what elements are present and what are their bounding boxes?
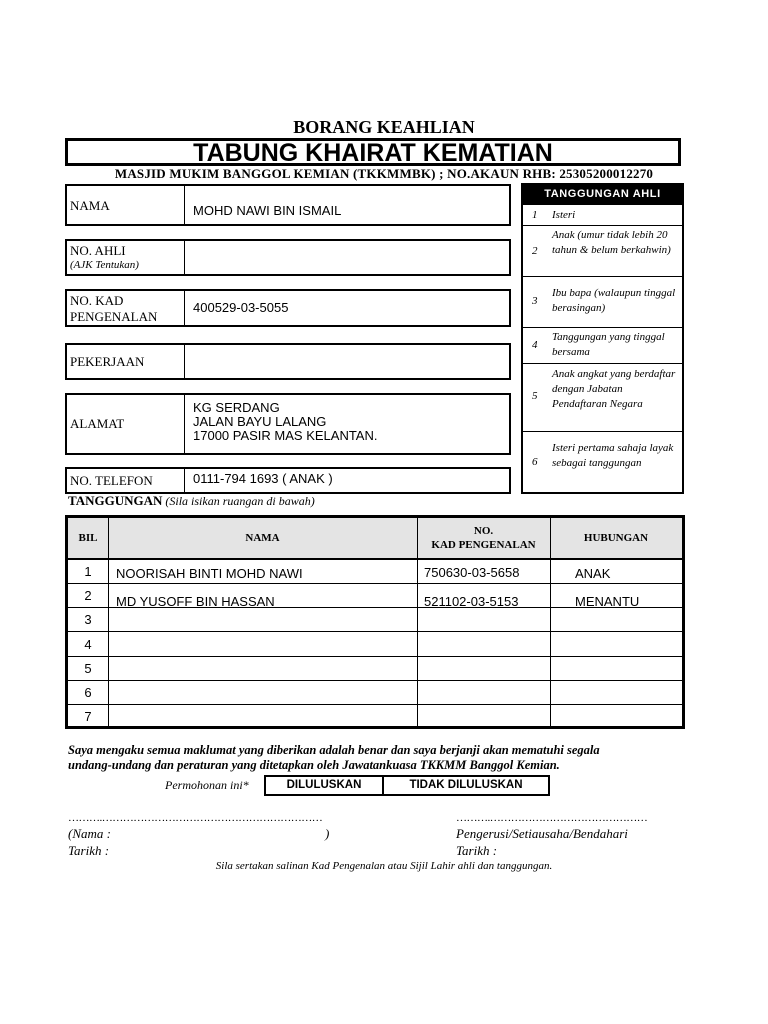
- dependent-type-3: [523, 276, 682, 327]
- official-date-label: Tarikh :: [456, 843, 498, 858]
- row-hubungan[interactable]: ANAK: [575, 566, 611, 581]
- row-divider: [68, 680, 682, 681]
- field-telefon-value[interactable]: 0111-794 1693 ( ANAK ): [193, 471, 333, 486]
- header-kad-line2: KAD PENGENALAN: [431, 539, 536, 551]
- column-divider: [108, 518, 109, 726]
- row-bil: 3: [84, 612, 92, 627]
- field-nama-value[interactable]: MOHD NAWI BIN ISMAIL: [193, 203, 342, 218]
- applicant-name-label: (Nama :: [68, 826, 111, 841]
- row-nama[interactable]: MD YUSOFF BIN HASSAN: [116, 594, 275, 609]
- dependents-table: [65, 515, 685, 729]
- form-title: TABUNG KHAIRAT KEMATIAN: [65, 138, 681, 166]
- dependents-title-text: TANGGUNGAN: [68, 493, 163, 508]
- alamat-line-3: 17000 PASIR MAS KELANTAN.: [193, 428, 378, 443]
- column-divider: [550, 518, 551, 726]
- field-pekerjaan: [65, 343, 511, 380]
- dependent-type-text: Ibu bapa (walaupun tinggal berasingan): [552, 287, 676, 314]
- dependent-type-text: Tanggungan yang tinggal bersama: [552, 331, 665, 358]
- field-no-kad-value[interactable]: 400529-03-5055: [193, 300, 289, 315]
- header-nama: NAMA: [245, 532, 280, 544]
- row-kad[interactable]: 521102-03-5153: [424, 594, 519, 609]
- row-bil: 7: [84, 709, 92, 724]
- field-no-ahli-sublabel: (AJK Tentukan): [70, 259, 139, 271]
- header-kad: [417, 524, 550, 552]
- field-alamat-value[interactable]: [193, 401, 377, 443]
- row-bil: 2: [84, 588, 92, 603]
- field-no-ahli-label: [67, 241, 185, 274]
- approved-option[interactable]: DILULUSKAN: [264, 775, 384, 796]
- row-divider: [68, 631, 682, 632]
- dependent-type-num: 2: [532, 245, 538, 257]
- row-bil: 6: [84, 685, 92, 700]
- field-no-kad: [65, 289, 511, 327]
- header-bil: BIL: [78, 532, 98, 544]
- dependent-type-6: [523, 431, 682, 492]
- declaration-text: [68, 743, 688, 773]
- applicant-name-close: ): [325, 826, 330, 841]
- row-kad[interactable]: 750630-03-5658: [424, 565, 520, 580]
- dependent-type-text: Isteri: [552, 209, 576, 221]
- dependent-type-1: [523, 204, 682, 225]
- dependents-title-note: (Sila isikan ruangan di bawah): [165, 494, 315, 508]
- row-divider: [68, 558, 682, 560]
- dependent-type-4: [523, 327, 682, 363]
- field-no-ahli-label-text: NO. AHLI: [70, 243, 126, 258]
- field-no-kad-label-line1: NO. KAD: [70, 293, 124, 308]
- row-divider: [68, 583, 682, 584]
- row-nama[interactable]: NOORISAH BINTI MOHD NAWI: [116, 566, 303, 581]
- dependents-panel: [521, 183, 684, 494]
- application-label: Permohonan ini*: [165, 778, 249, 792]
- row-bil: 5: [84, 661, 92, 676]
- dependent-type-5: [523, 363, 682, 431]
- declaration-line-2: undang-undang dan peraturan yang ditetapkan oleh Jawatankuasa TKKMM Banggol Kemian.: [68, 758, 560, 772]
- official-signature-line: ……….………………………………………: [456, 812, 648, 824]
- field-no-kad-label: [67, 291, 185, 325]
- row-bil: 1: [84, 564, 92, 579]
- field-alamat: [65, 393, 511, 455]
- field-nama: [65, 184, 511, 226]
- dependent-type-text: Isteri pertama sahaja layak sebagai tanggungan: [552, 442, 674, 469]
- row-divider: [68, 656, 682, 657]
- rejected-option[interactable]: TIDAK DILULUSKAN: [382, 775, 550, 796]
- row-bil: 4: [84, 637, 92, 652]
- header-hubungan: HUBUNGAN: [583, 532, 649, 544]
- row-divider: [68, 704, 682, 705]
- dependent-type-num: 1: [532, 209, 538, 221]
- field-no-ahli: [65, 239, 511, 276]
- dependent-type-num: 6: [532, 456, 538, 468]
- dependents-panel-title: TANGGUNGAN AHLI: [523, 185, 682, 204]
- dependent-type-num: 3: [532, 295, 538, 307]
- applicant-signature-line: ……….………………………………………………………: [68, 812, 323, 824]
- dependents-table-title: [68, 493, 315, 509]
- official-title: Pengerusi/Setiausaha/Bendahari: [456, 826, 628, 841]
- header-kad-line1: NO.: [473, 525, 494, 537]
- dependent-type-num: 4: [532, 339, 538, 351]
- field-telefon-label: NO. TELEFON: [67, 469, 185, 492]
- form-heading: BORANG KEAHLIAN: [293, 117, 475, 137]
- field-telefon: [65, 467, 511, 494]
- dependent-type-2: [523, 225, 682, 276]
- alamat-line-2: JALAN BAYU LALANG: [193, 414, 327, 429]
- dependent-type-num: 5: [532, 390, 538, 402]
- alamat-line-1: KG SERDANG: [193, 400, 280, 415]
- declaration-line-1: Saya mengaku semua maklumat yang diberikan adalah benar dan saya berjanji akan mematuhi segala: [68, 743, 600, 757]
- field-no-kad-label-line2: PENGENALAN: [70, 309, 158, 324]
- footer-note: Sila sertakan salinan Kad Pengenalan atau Sijil Lahir ahli dan tanggungan.: [215, 860, 553, 872]
- field-alamat-label: ALAMAT: [67, 395, 185, 453]
- field-pekerjaan-label: PEKERJAAN: [67, 345, 185, 378]
- row-hubungan[interactable]: MENANTU: [575, 594, 640, 609]
- form-subtitle: MASJID MUKIM BANGGOL KEMIAN (TKKMMBK) ; NO.AKAUN RHB: 25305200012270: [114, 166, 654, 181]
- dependent-type-text: Anak (umur tidak lebih 20 tahun & belum berkahwin): [552, 229, 671, 256]
- dependent-type-text: Anak angkat yang berdaftar dengan Jabatan Pendaftaran Negara: [552, 368, 676, 410]
- applicant-date-label: Tarikh :: [68, 843, 110, 858]
- field-nama-label: NAMA: [67, 186, 185, 224]
